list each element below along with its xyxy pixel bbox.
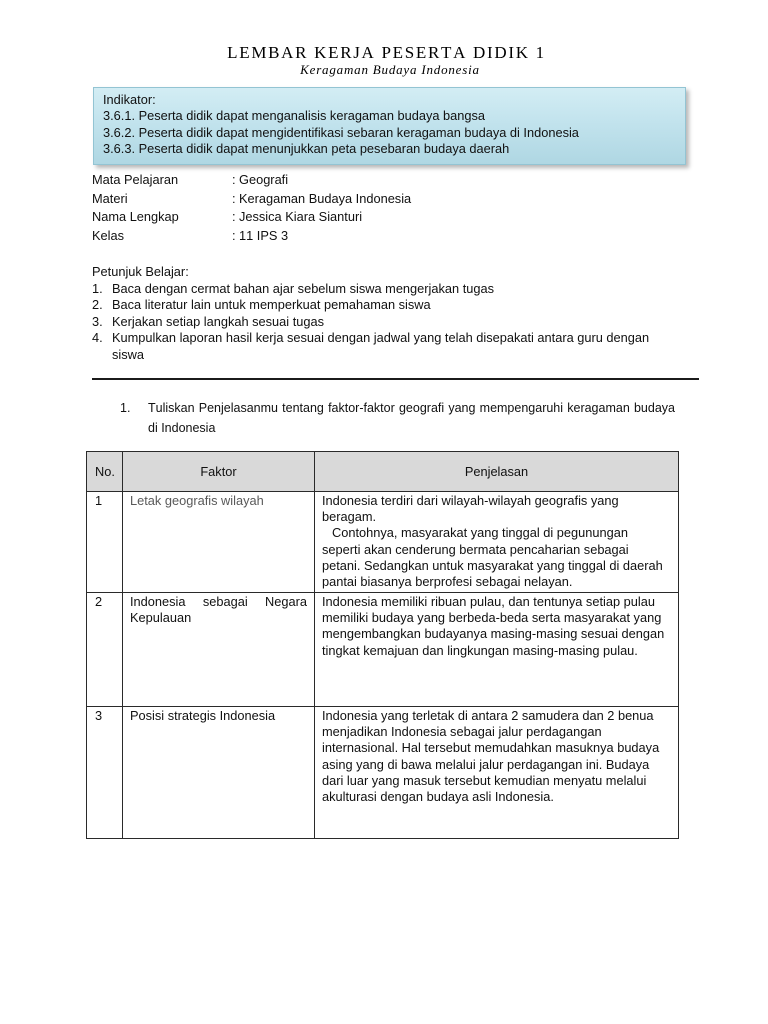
instruction-item — [92, 297, 692, 314]
explanation-line: petani. Sedangkan untuk masyarakat yang tinggal di daerah — [322, 557, 663, 573]
indicator-item: 3.6.3. Peserta didik dapat menunjukkan peta pesebaran budaya daerah — [103, 141, 510, 157]
instruction-item — [92, 314, 692, 331]
table-row — [87, 492, 679, 593]
explanation-cell — [315, 707, 679, 839]
explanation-cell — [315, 593, 679, 707]
instruction-item — [92, 281, 692, 298]
info-separator: : — [232, 172, 236, 187]
instruction-number: 4. — [92, 330, 103, 345]
info-value: Geografi — [239, 172, 289, 187]
identity-block — [92, 171, 592, 245]
explanation-line: memiliki budaya yang berbeda-beda serta masyarakat yang — [322, 610, 662, 626]
explanation-line: Contohnya, masyarakat yang tinggal di pegunungan — [332, 525, 628, 541]
header-no: No. — [87, 452, 123, 492]
factor-cell: Indonesia sebagai Negara Kepulauan — [123, 593, 315, 707]
header-explanation: Penjelasan — [315, 452, 679, 492]
info-label: Nama Lengkap — [92, 209, 179, 224]
row-number: 2 — [87, 593, 123, 707]
info-separator: : — [232, 209, 236, 224]
explanation-cell — [315, 492, 679, 593]
table-header-row — [87, 452, 679, 492]
question-text: Tuliskan Penjelasanmu tentang faktor-faktor geografi yang mempengaruhi keragaman budaya di Indonesia — [148, 401, 675, 435]
info-label: Kelas — [92, 227, 125, 243]
explanation-line: asing yang di bawa melalui jalur perdagangan ini. Budaya — [322, 756, 650, 772]
instruction-number: 1. — [92, 280, 103, 296]
info-value: 11 IPS 3 — [239, 227, 289, 243]
question-number: 1. — [120, 401, 131, 415]
header-factor: Faktor — [123, 452, 315, 492]
info-value: Jessica Kiara Sianturi — [239, 209, 363, 224]
info-row-class — [92, 227, 592, 246]
explanation-line: tingkat kemajuan dan lingkungan masing-masing pulau. — [322, 642, 638, 658]
worksheet-title: LEMBAR KERJA PESERTA DIDIK 1 — [227, 43, 546, 62]
indicator-box — [93, 87, 686, 165]
info-separator: : — [232, 190, 236, 206]
section-divider — [92, 378, 699, 380]
info-label: Materi — [92, 190, 128, 206]
explanation-line: beragam. — [322, 509, 377, 525]
info-separator: : — [232, 227, 236, 243]
explanation-line: akulturasi dengan budaya asli Indonesia. — [322, 789, 554, 805]
explanation-line: mengembangkan budayanya masing-masing sesuai dengan — [322, 626, 665, 642]
explanation-line: internasional. Hal tersebut memudahkan masuknya budaya — [322, 740, 660, 756]
instruction-text: Kumpulkan laporan hasil kerja sesuai dengan jadwal yang telah disepakati antara guru dengan siswa — [112, 330, 650, 362]
info-row-subject — [92, 171, 592, 190]
factor-table — [86, 451, 679, 839]
explanation-line: Indonesia yang terletak di antara 2 samudera dan 2 benua — [322, 708, 654, 723]
instruction-text: Baca literatur lain untuk memperkuat pemahaman siswa — [112, 297, 431, 312]
question-block — [120, 398, 675, 438]
explanation-line: seperti akan cenderung bermata pencaharian sebagai — [322, 541, 629, 557]
instruction-text: Kerjakan setiap langkah sesuai tugas — [112, 313, 324, 329]
indicator-item: 3.6.2. Peserta didik dapat mengidentifikasi sebaran keragaman budaya di Indonesia — [103, 124, 579, 140]
indicator-heading: Indikator: — [103, 92, 156, 107]
info-row-material — [92, 190, 592, 209]
instruction-text: Baca dengan cermat bahan ajar sebelum siswa mengerjakan tugas — [112, 280, 495, 296]
info-label: Mata Pelajaran — [92, 172, 179, 187]
row-number: 1 — [87, 492, 123, 593]
explanation-line: menjadikan Indonesia sebagai jalur perdagangan — [322, 724, 602, 740]
explanation-line: pantai biasanya berprofesi sebagai nelayan. — [322, 574, 573, 590]
row-number: 3 — [87, 707, 123, 839]
explanation-line: dari luar yang masuk tersebut kemudian menyatu melalui — [322, 772, 647, 788]
instruction-number: 3. — [92, 313, 103, 329]
instructions-heading: Petunjuk Belajar: — [92, 264, 189, 279]
instruction-item — [92, 330, 692, 363]
explanation-line: Indonesia terdiri dari wilayah-wilayah geografis yang — [322, 493, 619, 508]
info-value: Keragaman Budaya Indonesia — [239, 190, 412, 206]
table-row — [87, 707, 679, 839]
worksheet-subtitle: Keragaman Budaya Indonesia — [300, 62, 480, 77]
factor-cell: Letak geografis wilayah — [123, 492, 315, 593]
explanation-line: Indonesia memiliki ribuan pulau, dan tentunya setiap pulau — [322, 594, 655, 609]
factor-cell: Posisi strategis Indonesia — [123, 707, 315, 839]
instruction-number: 2. — [92, 297, 103, 312]
table-row — [87, 593, 679, 707]
study-instructions — [92, 264, 692, 363]
info-row-full-name — [92, 208, 592, 227]
indicator-item: 3.6.1. Peserta didik dapat menganalisis keragaman budaya bangsa — [103, 108, 486, 124]
